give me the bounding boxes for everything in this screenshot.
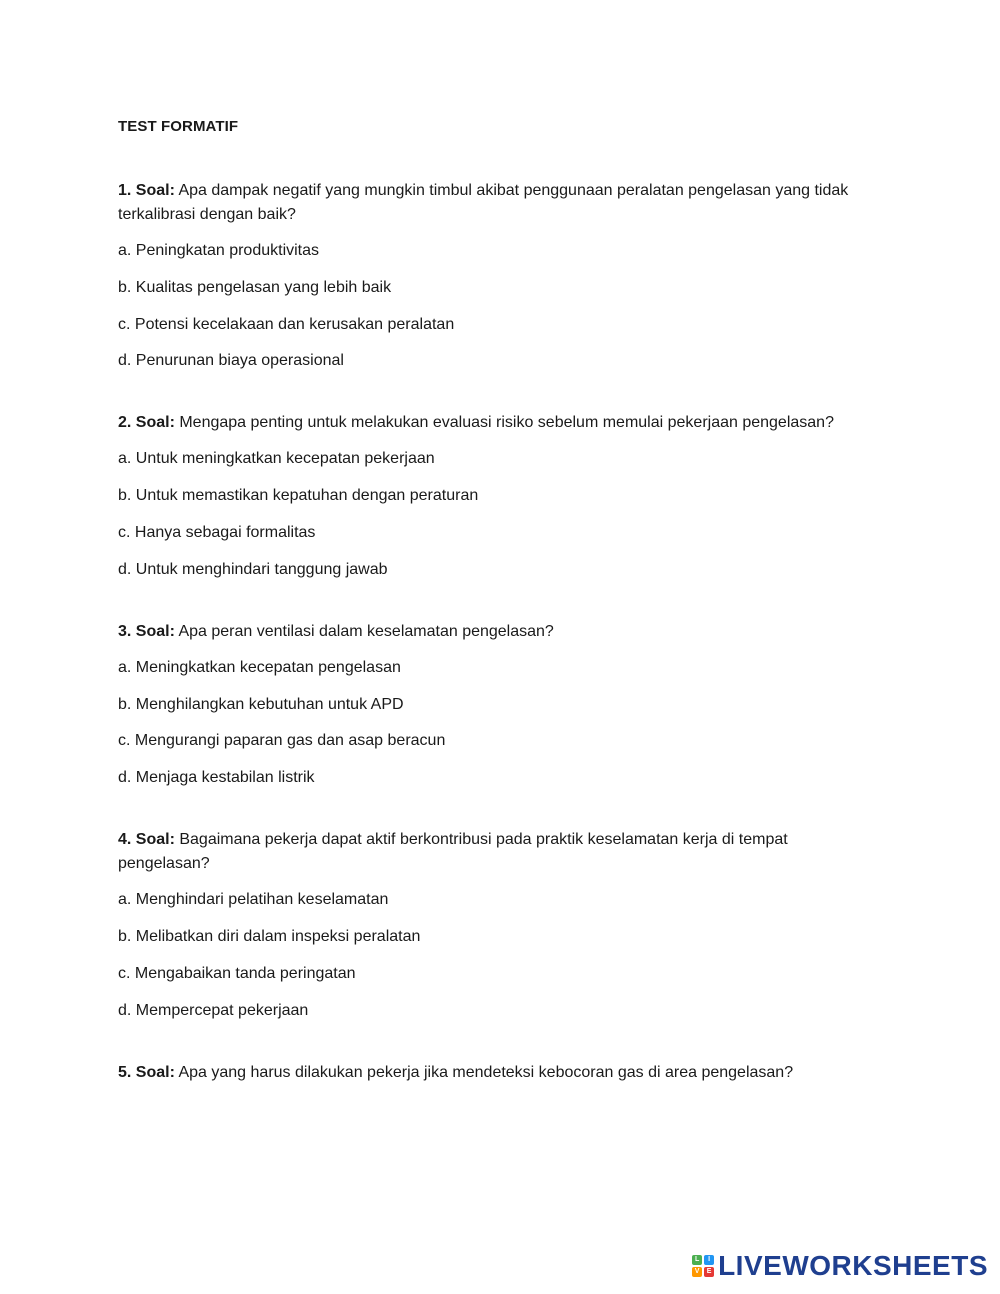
- question-4: [118, 828, 878, 1022]
- option-a[interactable]: a. Peningkatan produktivitas: [118, 242, 320, 259]
- option-a[interactable]: a. Menghindari pelatihan keselamatan: [118, 891, 389, 909]
- question-text: [118, 620, 878, 644]
- option-c[interactable]: c. Mengurangi paparan gas dan asap beracun: [118, 732, 446, 750]
- option-c[interactable]: c. Hanya sebagai formalitas: [118, 523, 316, 541]
- question-label: 2. Soal:: [118, 414, 175, 432]
- logo-tile-l: L: [692, 1255, 702, 1265]
- question-body: Mengapa penting untuk melakukan evaluasi risiko sebelum memulai pekerjaan pengelasan?: [174, 414, 834, 432]
- logo-tile-e: E: [704, 1267, 714, 1277]
- logo-tile-v: V: [692, 1267, 702, 1277]
- question-2: [118, 411, 878, 581]
- question-text: [118, 1061, 878, 1085]
- brand-name: LIVEWORKSHEETS: [718, 1250, 988, 1281]
- question-text: [118, 828, 878, 876]
- option-b[interactable]: b. Melibatkan diri dalam inspeksi peralatan: [118, 927, 421, 945]
- worksheet-page: [118, 118, 878, 1123]
- option-a[interactable]: a. Untuk meningkatkan kecepatan pekerjaan: [118, 450, 435, 468]
- option-d[interactable]: d. Menjaga kestabilan listrik: [118, 769, 315, 787]
- option-b[interactable]: b. Menghilangkan kebutuhan untuk APD: [118, 695, 404, 713]
- option-d[interactable]: d. Mempercepat pekerjaan: [118, 1001, 309, 1019]
- question-5: [118, 1061, 878, 1085]
- question-body: Bagaimana pekerja dapat aktif berkontribusi pada praktik keselamatan kerja di tempat pengelasan?: [118, 831, 788, 873]
- logo-tile-i: I: [704, 1255, 714, 1265]
- option-c[interactable]: c. Potensi kecelakaan dan kerusakan peralatan: [118, 315, 455, 333]
- option-b[interactable]: b. Kualitas pengelasan yang lebih baik: [118, 278, 392, 296]
- option-d[interactable]: d. Untuk menghindari tanggung jawab: [118, 560, 388, 578]
- option-a[interactable]: a. Meningkatkan kecepatan pengelasan: [118, 658, 401, 676]
- option-d[interactable]: d. Penurunan biaya operasional: [118, 352, 344, 370]
- question-label: 4. Soal:: [118, 831, 175, 849]
- question-3: [118, 620, 878, 790]
- question-1: [118, 179, 878, 373]
- liveworksheets-brand: [692, 1250, 988, 1282]
- question-label: 5. Soal:: [118, 1063, 175, 1081]
- question-body: Apa dampak negatif yang mungkin timbul akibat penggunaan peralatan pengelasan yang tidak terkalibrasi dengan baik?: [118, 182, 849, 223]
- liveworksheets-logo-icon: [692, 1255, 714, 1277]
- option-c[interactable]: c. Mengabaikan tanda peringatan: [118, 964, 356, 982]
- option-b[interactable]: b. Untuk memastikan kepatuhan dengan peraturan: [118, 487, 479, 505]
- question-label: 1. Soal:: [118, 182, 175, 199]
- page-title: TEST FORMATIF: [118, 118, 239, 135]
- question-body: Apa yang harus dilakukan pekerja jika mendeteksi kebocoran gas di area pengelasan?: [174, 1063, 794, 1081]
- question-text: [118, 179, 878, 227]
- question-body: Apa peran ventilasi dalam keselamatan pengelasan?: [174, 622, 554, 640]
- question-label: 3. Soal:: [118, 622, 175, 640]
- question-text: [118, 411, 878, 435]
